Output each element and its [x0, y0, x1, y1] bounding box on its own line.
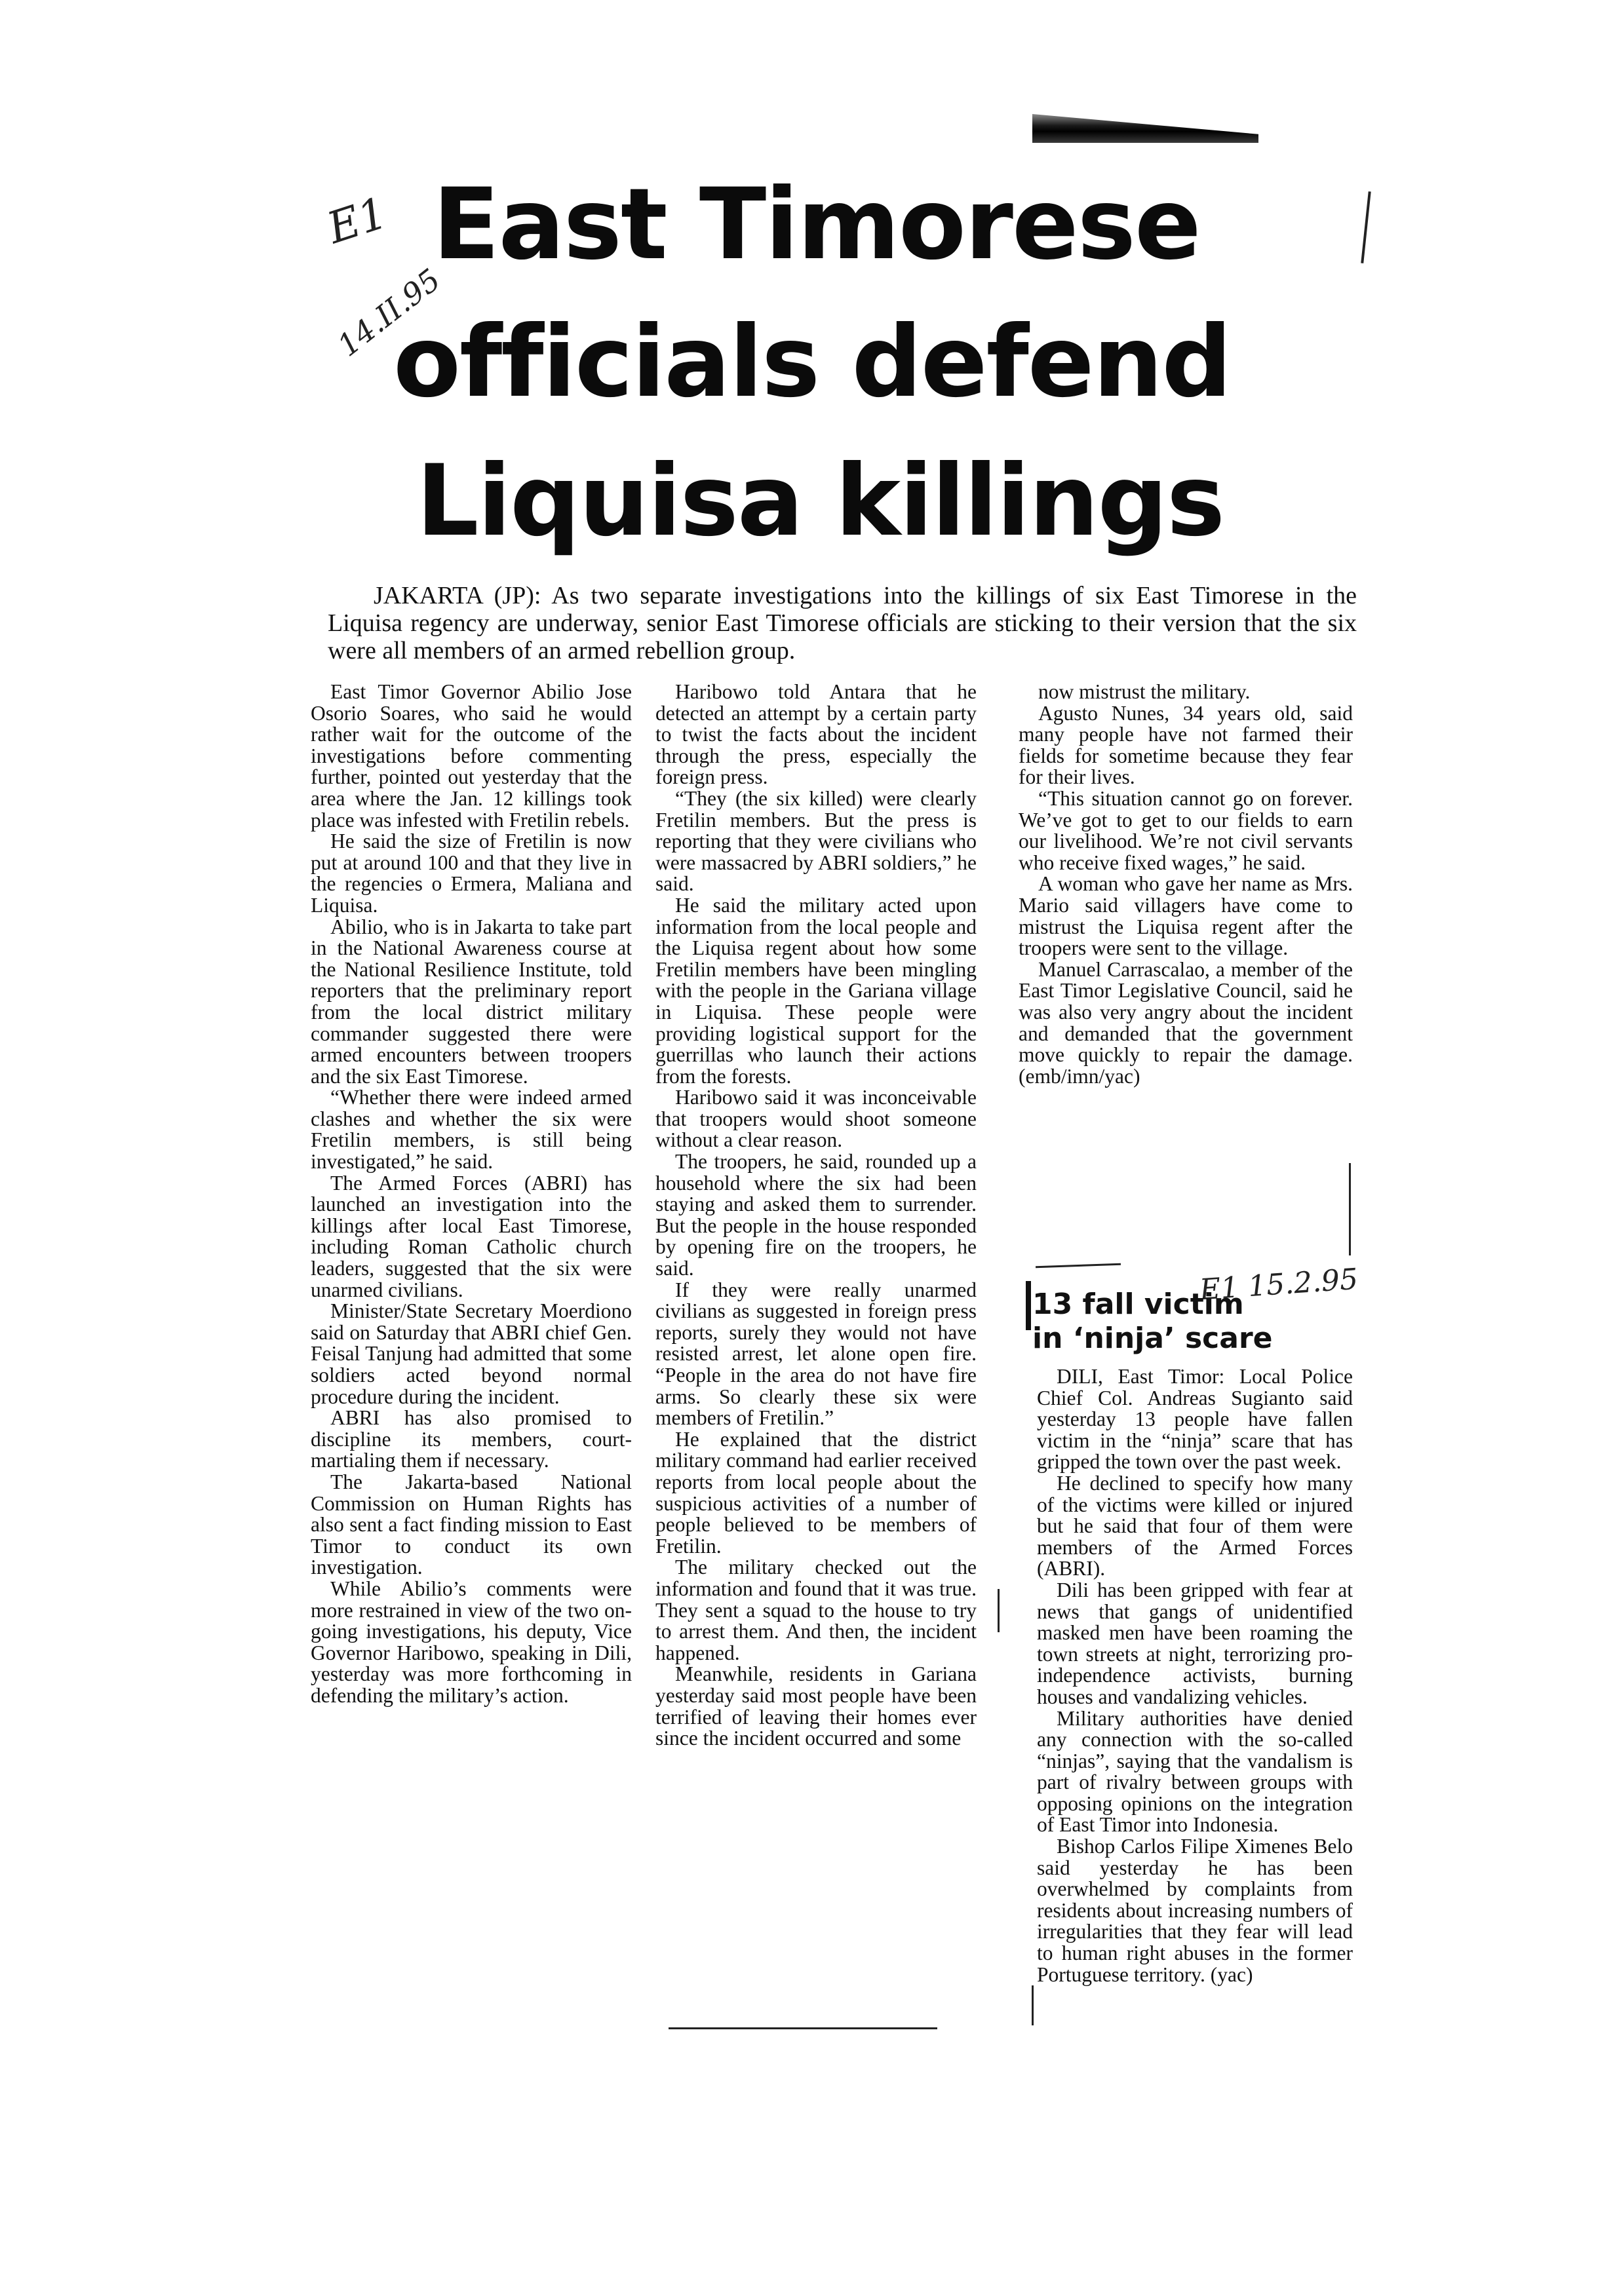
- paragraph: Haribowo told Antara that he detected an attempt by a certain party to twist the facts about the incident through the press, especially the foreign press.: [655, 680, 977, 789]
- paragraph: He said the size of Fretilin is now put at around 100 and that they live in the regencies o Ermera, Maliana and Liquisa.: [311, 830, 632, 917]
- headline-line-2: officials defend: [393, 305, 1231, 419]
- margin-slash: [1036, 1263, 1121, 1269]
- article-column-3: [1019, 681, 1353, 1087]
- sidebar-rule: [1026, 1281, 1031, 1330]
- margin-bracket-left-2: [1032, 1985, 1034, 2025]
- handwritten-date: 14.II.95: [330, 261, 447, 364]
- paragraph: The Jakarta-based National Commission on Human Rights has also sent a fact finding mission to East Timor to conduct its own investigation.: [311, 1470, 632, 1579]
- paragraph: “This situation cannot go on forever. We’ve got to get to our fields to earn our livelihood. We’re not civil servants who receive fixed wages,” he said.: [1019, 786, 1353, 874]
- paragraph: Manuel Carrascalao, a member of the East Timor Legislative Council, said he was also very angry about the incident and demanded that the government move quickly to repair the damage. (emb/imn/yac): [1019, 957, 1353, 1088]
- sidebar-body: [1037, 1366, 1353, 1985]
- paragraph: A woman who gave her name as Mrs. Mario said villagers have come to mistrust the Liquisa regent after the troopers were sent to the village.: [1019, 872, 1353, 960]
- paragraph: Minister/State Secretary Moerdiono said on Saturday that ABRI chief Gen. Feisal Tanjung had admitted that some soldiers acted beyond normal procedure during the incident.: [311, 1299, 632, 1408]
- paragraph: The military checked out the information and found that it was true. They sent a squad to the house to try to arrest them. And then, the incident happened.: [655, 1556, 977, 1664]
- paragraph: Agusto Nunes, 34 years old, said many people have not farmed their fields for sometime because they fear for their lives.: [1019, 701, 1353, 789]
- headline-line-3: Liquisa killings: [416, 444, 1224, 558]
- sidebar-headline-line-1: 13 fall victim: [1032, 1288, 1244, 1321]
- paragraph: DILI, East Timor: Local Police Chief Col. Andreas Sugianto said yesterday 13 people have fallen victim in the “ninja” scare that has gripped the town over the past week.: [1037, 1365, 1353, 1474]
- article-column-2: [655, 681, 977, 1750]
- sidebar-headline: [1032, 1288, 1373, 1356]
- article-column-1: [311, 681, 632, 1707]
- lead-paragraph: JAKARTA (JP): As two separate investigations into the killings of six East Timorese in the Liquisa regency are underway, senior East Timorese officials are sticking to their version that the six were all members of an armed rebellion group.: [328, 582, 1357, 664]
- margin-bracket: [1349, 1163, 1351, 1255]
- paragraph: “Whether there were indeed armed clashes and whether the six were Fretilin members, is still being investigated,” he said.: [311, 1086, 632, 1174]
- paragraph: Dili has been gripped with fear at news that gangs of unidentified masked men have been roaming the town streets at night, terrorizing pro-independence activists, burning houses and vandalizing vehicles.: [1037, 1578, 1353, 1708]
- paragraph: The Armed Forces (ABRI) has launched an investigation into the killings after local East Timorese, including Roman Catholic church leaders, suggested that the six were unarmed civilians.: [311, 1171, 632, 1301]
- handwritten-code: E1: [321, 187, 393, 254]
- paragraph: Bishop Carlos Filipe Ximenes Belo said yesterday he has been overwhelmed by complaints from residents about increasing numbers of irregularities that they fear will lead to human right abuses in the former Portuguese territory. (yac): [1037, 1835, 1353, 1986]
- paragraph: The troopers, he said, rounded up a household where the six had been staying and asked them to surrender. But the people in the house responded by opening fire on the troopers, he said.: [655, 1150, 977, 1280]
- paragraph: ABRI has also promised to discipline its members, court-martialing them if necessary.: [311, 1406, 632, 1472]
- headline-line-1: East Timorese: [433, 168, 1200, 282]
- paragraph: He explained that the district military command had earlier received reports from local people about the suspicious activities of a number of people believed to be members of Fretilin.: [655, 1427, 977, 1558]
- paragraph: He said the military acted upon information from the local people and the Liquisa regent about how some Fretilin members have been mingling with the people in the Gariana village in Liquisa. These people were providing logistical support for the guerrillas who launch their actions from the forests.: [655, 893, 977, 1088]
- paragraph: While Abilio’s comments were more restrained in view of the two on-going investigations, his deputy, Vice Governor Haribowo, speaking in Dili, yesterday was more forthcoming in defending the military’s action.: [311, 1577, 632, 1707]
- paragraph: Haribowo said it was inconceivable that troopers would shoot someone without a clear reason.: [655, 1086, 977, 1152]
- article-end-rule: [669, 2027, 937, 2029]
- paragraph: Military authorities have denied any connection with the so-called “ninjas”, saying that the vandalism is part of rivalry between groups with opposing opinions on the integration of East Timor into Indonesia.: [1037, 1706, 1353, 1837]
- handwritten-sidebar-note: E1 15.2.95: [1198, 1262, 1359, 1307]
- paragraph: now mistrust the military.: [1038, 680, 1251, 703]
- paragraph: He declined to specify how many of the victims were killed or injured but he said that four of them were members of the Armed Forces (ABRI).: [1037, 1471, 1353, 1580]
- paragraph: East Timor Governor Abilio Jose Osorio Soares, who said he would rather wait for the outcome of the investigations before commenting further, pointed out yesterday that the area where the Jan. 12 killings took place was infested with Fretilin rebels.: [311, 680, 632, 832]
- paragraph: Abilio, who is in Jakarta to take part in the National Awareness course at the National Resilience Institute, told reporters that the preliminary report from the local district military commander suggested there were armed encounters between troopers and the six East Timorese.: [311, 915, 632, 1088]
- paragraph: If they were really unarmed civilians as suggested in foreign press reports, surely they would not have resisted arrest, let alone open fire. “People in the area do not have fire arms. So clearly these six were members of Fretilin.”: [655, 1278, 977, 1430]
- clipping-top-mark: [1032, 114, 1258, 143]
- paragraph: Meanwhile, residents in Gariana yesterday said most people have been terrified of leaving their homes ever since the incident occurred and some: [655, 1662, 977, 1750]
- margin-bracket-left: [998, 1589, 1000, 1632]
- sidebar-headline-line-2: in ‘ninja’ scare: [1032, 1322, 1273, 1355]
- paragraph: “They (the six killed) were clearly Fretilin members. But the press is reporting that they were civilians who were massacred by ABRI soldiers,” he said.: [655, 786, 977, 896]
